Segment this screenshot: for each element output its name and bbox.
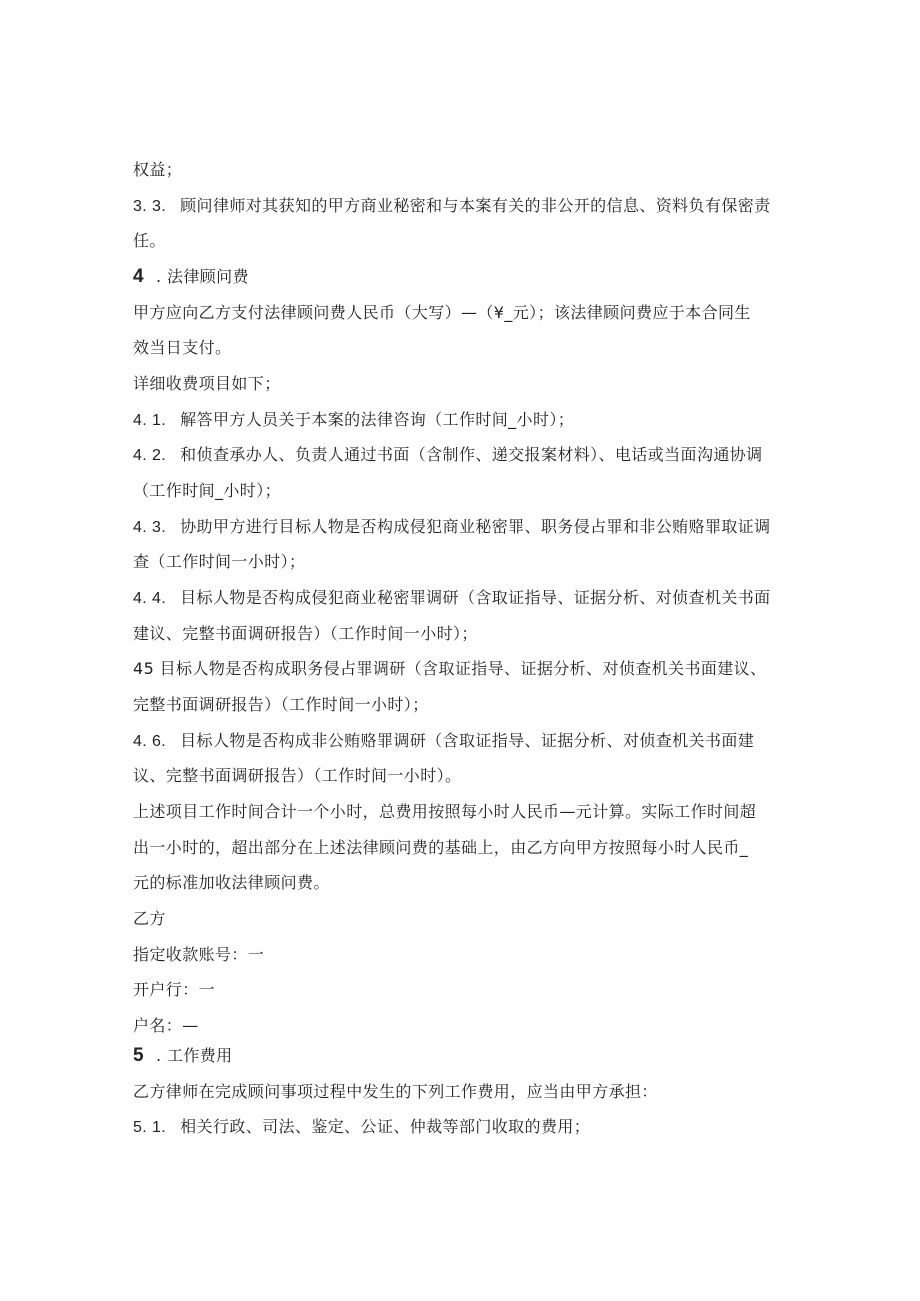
- line-text: 相关行政、司法、鉴定、公证、仲裁等部门收取的费用；: [180, 1117, 591, 1136]
- line-text: 权益；: [133, 160, 183, 179]
- clause-5-1: [133, 1116, 590, 1139]
- line-text: 协助甲方进行目标人物是否构成侵犯商业秘密罪、职务侵占罪和非公贿赂罪取证调: [180, 517, 771, 536]
- text-line: [133, 551, 305, 573]
- line-text: 详细收费项目如下；: [133, 374, 281, 393]
- clause-number: 3. 3.: [133, 198, 167, 215]
- line-text: 议、完整书面调研报告）（工作时间一小时）。: [133, 766, 462, 785]
- section-number: 4: [133, 266, 144, 287]
- clause-4-1: [133, 409, 574, 432]
- text-line: [133, 159, 182, 181]
- text-line: [133, 373, 281, 395]
- clause-4-2: [133, 444, 763, 467]
- text-line: [133, 837, 748, 859]
- text-line: [133, 623, 478, 645]
- line-text: 上述项目工作时间合计一个小时，总费用按照每小时人民币—元计算。实际工作时间超: [133, 802, 757, 821]
- line-text: 完整书面调研报告）（工作时间一小时）；: [133, 695, 429, 714]
- clause-number: 5. 1.: [133, 1119, 167, 1136]
- line-text: 效当日支付。: [133, 338, 232, 357]
- line-text: 开户行：一: [133, 980, 216, 999]
- text-line: [133, 765, 461, 787]
- line-text: 顾问律师对其获知的甲方商业秘密和与本案有关的非公开的信息、资料负有保密责: [180, 196, 771, 215]
- clause-3-3: [133, 195, 771, 218]
- text-line: [133, 1081, 658, 1103]
- text-line: [133, 230, 166, 252]
- bank-line: [133, 979, 215, 1001]
- clause-number: 4. 3.: [133, 519, 167, 536]
- line-text: 乙方律师在完成顾问事项过程中发生的下列工作费用，应当由甲方承担：: [133, 1082, 658, 1101]
- line-text: 建议、完整书面调研报告）（工作时间一小时）；: [133, 624, 478, 643]
- line-text: 元的标准加收法律顾问费。: [133, 873, 330, 892]
- text-line: [133, 302, 751, 324]
- clause-number: 4. 4.: [133, 590, 167, 607]
- line-text: 户名：—: [133, 1016, 199, 1035]
- line-text: 目标人物是否构成侵犯商业秘密罪调研（含取证指导、证据分析、对侦查机关书面: [180, 588, 771, 607]
- line-text: 任。: [133, 231, 166, 250]
- text-line: [133, 694, 429, 716]
- section-title: . 工作费用: [155, 1046, 233, 1065]
- line-text: 出一小时的，超出部分在上述法律顾问费的基础上，由乙方向甲方按照每小时人民币_: [133, 838, 749, 857]
- line-text: 乙方: [133, 909, 166, 928]
- line-text: 查（工作时间一小时）；: [133, 552, 306, 571]
- clause-4-3: [133, 516, 771, 539]
- clause-4-5: [133, 658, 766, 680]
- line-text: 目标人物是否构成非公贿赂罪调研（含取证指导、证据分析、对侦查机关书面建: [180, 731, 755, 750]
- section-heading-5: [133, 1045, 233, 1067]
- text-line: [133, 337, 231, 359]
- line-text: 45 目标人物是否构成职务侵占罪调研（含取证指导、证据分析、对侦查机关书面建议、: [133, 659, 767, 678]
- account-name-line: [133, 1015, 199, 1037]
- line-text: 和侦查承办人、负责人通过书面（含制作、递交报案材料）、电话或当面沟通协调: [180, 445, 763, 464]
- line-text: （工作时间_小时）；: [133, 481, 282, 500]
- section-number: 5: [133, 1045, 144, 1066]
- text-line: [133, 801, 756, 823]
- text-line: [133, 480, 281, 502]
- clause-4-4: [133, 587, 771, 610]
- clause-number: 4. 6.: [133, 733, 167, 750]
- account-number-line: [133, 944, 264, 966]
- section-title: . 法律顾问费: [155, 267, 249, 286]
- text-line: [133, 908, 166, 930]
- clause-number: 4. 1.: [133, 412, 167, 429]
- line-text: 解答甲方人员关于本案的法律咨询（工作时间_小时）；: [180, 410, 575, 429]
- text-line: [133, 872, 330, 894]
- section-heading-4: [133, 266, 249, 288]
- clause-number: 4. 2.: [133, 447, 167, 464]
- clause-4-6: [133, 730, 754, 753]
- line-text: 指定收款账号：一: [133, 945, 265, 964]
- line-text: 甲方应向乙方支付法律顾问费人民币（大写）—（¥_元）；该法律顾问费应于本合同生: [133, 303, 751, 322]
